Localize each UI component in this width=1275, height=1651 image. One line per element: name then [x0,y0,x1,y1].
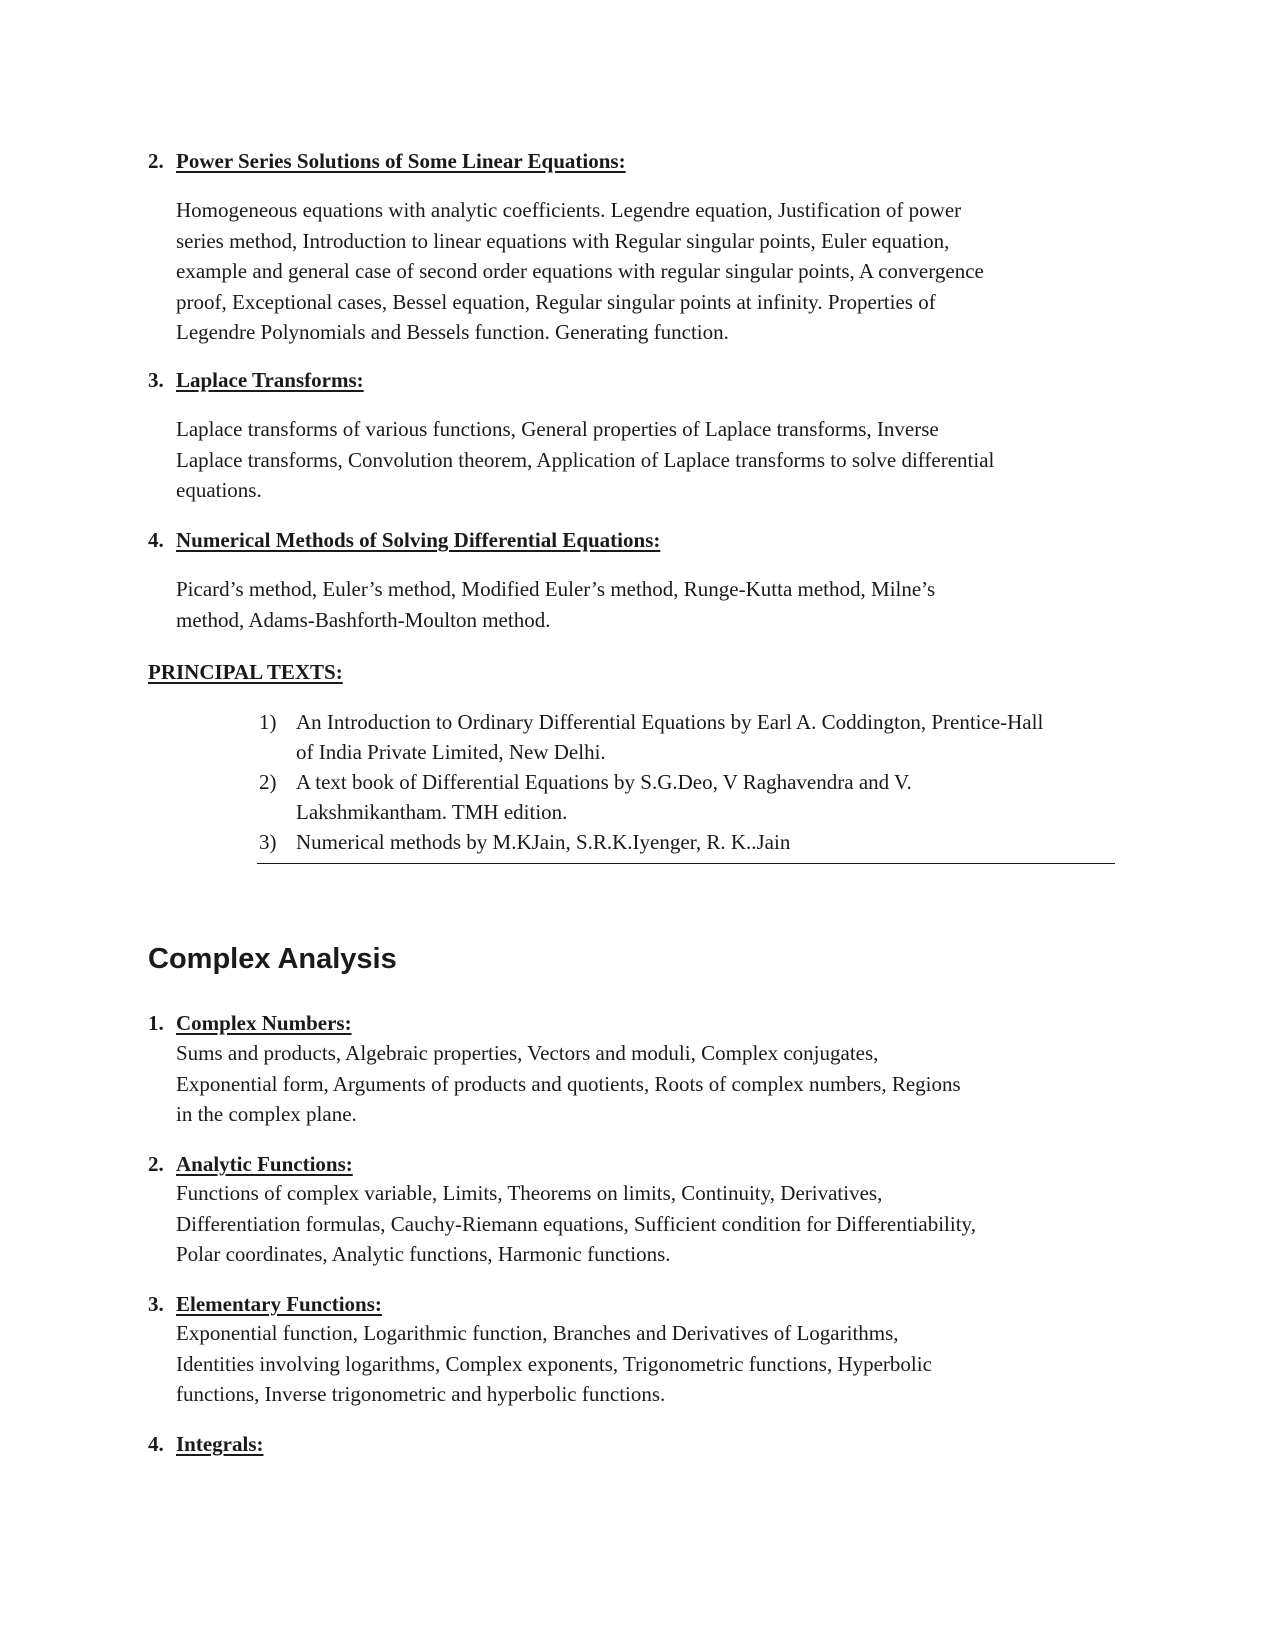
horizontal-rule [257,863,1115,864]
section-heading-laplace [148,368,364,392]
reference-number: 3) [259,830,277,854]
reference-item [259,707,1119,767]
section-body-complex-numbers [176,1038,1076,1130]
body-line: Legendre Polynomials and Bessels function. Generating function. [176,320,729,344]
section-heading-numerical-methods [148,528,660,552]
page-title-complex-analysis: Complex Analysis [148,943,397,975]
body-line: Exponential form, Arguments of products and quotients, Roots of complex numbers, Regions [176,1071,961,1096]
body-line: in the complex plane. [176,1102,357,1126]
body-line: Identities involving logarithms, Complex exponents, Trigonometric functions, Hyperbolic [176,1351,932,1376]
body-line: Sums and products, Algebraic properties, Vectors and moduli, Complex conjugates, [176,1041,879,1065]
section-title: Laplace Transforms: [176,368,364,392]
section-heading-power-series [148,149,626,173]
reference-line: Lakshmikantham. TMH edition. [296,800,568,824]
body-line: proof, Exceptional cases, Bessel equation, Regular singular points at infinity. Properties of [176,289,936,314]
body-line: Picard’s method, Euler’s method, Modified Euler’s method, Runge-Kutta method, Milne’s [176,577,936,601]
section-title: Power Series Solutions of Some Linear Equations: [176,149,626,173]
section-number: 3. [148,1292,164,1316]
body-line: method, Adams-Bashforth-Moulton method. [176,607,551,632]
section-number: 4. [148,528,164,552]
section-heading-elementary-functions [148,1292,382,1316]
section-title: Numerical Methods of Solving Differential Equations: [176,528,661,552]
body-line: Laplace transforms of various functions, General properties of Laplace transforms, Inverse [176,417,939,441]
section-body-elementary-functions [176,1318,1076,1410]
body-line: Homogeneous equations with analytic coefficients. Legendre equation, Justification of power [176,198,962,222]
section-title: Complex Numbers: [176,1011,352,1035]
body-line: Functions of complex variable, Limits, Theorems on limits, Continuity, Derivatives, [176,1181,883,1205]
reference-line: Numerical methods by M.KJain, S.R.K.Iyenger, R. K..Jain [296,830,791,854]
section-number: 3. [148,368,164,392]
section-body-laplace [176,414,1076,506]
body-line: functions, Inverse trigonometric and hyperbolic functions. [176,1382,666,1406]
reference-item [259,767,1119,827]
reference-item [259,827,1119,857]
section-body-analytic-functions [176,1178,1076,1270]
section-heading-analytic-functions [148,1152,353,1176]
body-line: Exponential function, Logarithmic function, Branches and Derivatives of Logarithms, [176,1321,899,1345]
body-line: Laplace transforms, Convolution theorem, Application of Laplace transforms to solve differential [176,447,995,472]
section-title: Integrals: [176,1432,264,1456]
body-line: series method, Introduction to linear equations with Regular singular points, Euler equation, [176,228,950,253]
reference-line: An Introduction to Ordinary Differential Equations by Earl A. Coddington, Prentice-Hall [296,710,1044,734]
section-heading-complex-numbers [148,1011,352,1035]
section-number: 4. [148,1432,164,1456]
reference-number: 1) [259,710,277,734]
reference-number: 2) [259,770,277,794]
section-number: 2. [148,149,164,173]
section-number: 2. [148,1152,164,1176]
body-line: equations. [176,478,262,502]
body-line: example and general case of second order equations with regular singular points, A convergence [176,259,984,283]
reference-line: of India Private Limited, New Delhi. [296,740,606,764]
section-body-power-series [176,195,1076,348]
section-body-numerical-methods [176,574,1076,635]
reference-line: A text book of Differential Equations by S.G.Deo, V Raghavendra and V. [296,770,912,794]
principal-texts-heading: PRINCIPAL TEXTS: [148,660,343,684]
section-title: Analytic Functions: [176,1152,353,1176]
body-line: Differentiation formulas, Cauchy-Riemann equations, Sufficient condition for Differentiability, [176,1211,976,1236]
section-number: 1. [148,1011,164,1035]
section-title: Elementary Functions: [176,1292,382,1316]
body-line: Polar coordinates, Analytic functions, Harmonic functions. [176,1242,671,1266]
section-heading-integrals [148,1432,264,1456]
